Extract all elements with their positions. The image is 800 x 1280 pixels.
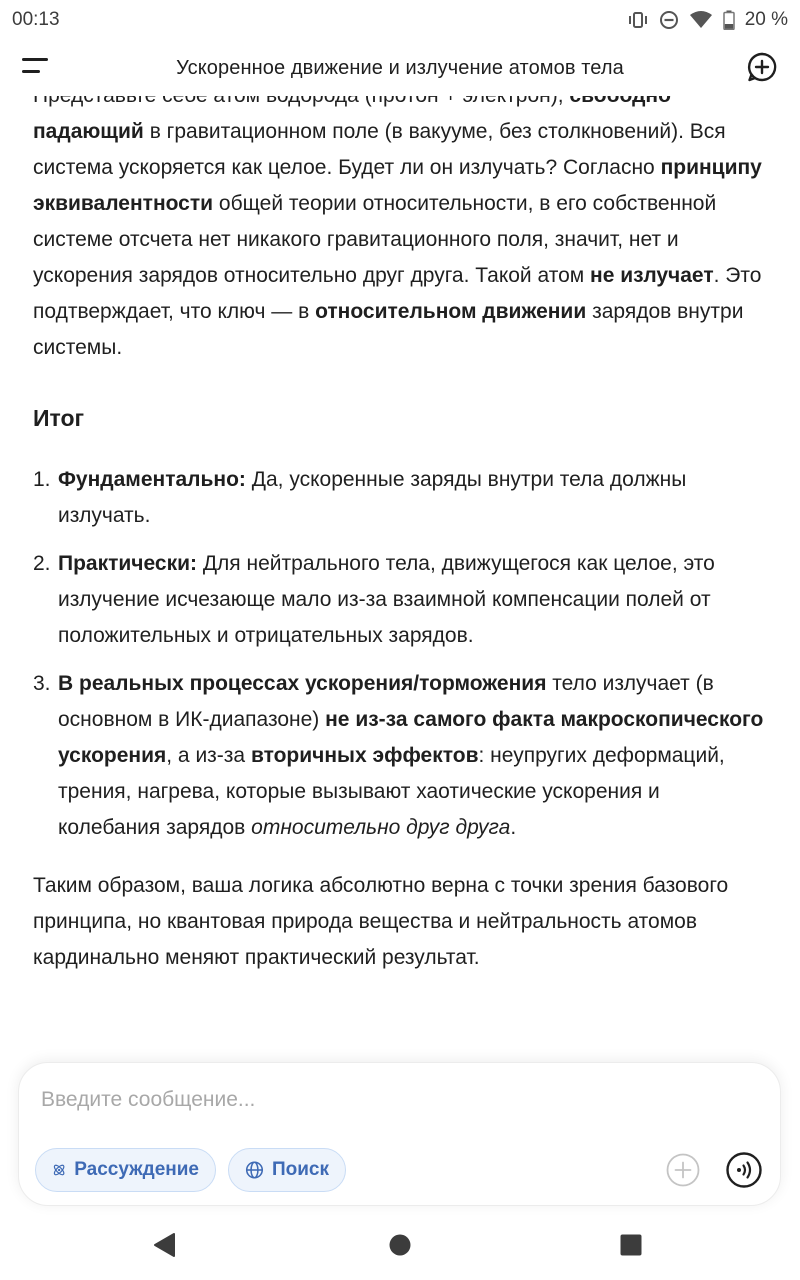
back-triangle-icon [152, 1232, 178, 1258]
status-time: 00:13 [12, 9, 60, 30]
list-item: 2. Практически: Для нейтрального тела, движущегося как целое, это излучение исчезающе мало из-за взаимной компенсации полей от положительных и отрицательных зарядов. [33, 552, 715, 647]
message-composer [18, 1062, 781, 1206]
nav-home-button[interactable] [388, 1232, 412, 1263]
reasoning-toggle[interactable] [35, 1148, 216, 1192]
battery-percent: 20 % [744, 9, 788, 30]
search-label: Поиск [271, 1159, 329, 1180]
atom-icon [52, 1159, 66, 1181]
wifi-icon [689, 10, 713, 30]
plus-icon [666, 1153, 700, 1187]
section-title: Итог [33, 405, 85, 431]
new-chat-icon [746, 51, 778, 83]
menu-button[interactable] [22, 56, 52, 82]
nav-back-button[interactable] [152, 1232, 178, 1263]
battery-icon [723, 10, 735, 30]
voice-button[interactable] [725, 1151, 763, 1189]
summary-list [33, 462, 767, 846]
closing-paragraph: Таким образом, ваша логика абсолютно верна с точки зрения базового принципа, но квантовая природа вещества и нейтральность атомов кардинально меняют практический результат. [33, 874, 729, 969]
new-chat-button[interactable] [746, 51, 778, 83]
app-header [0, 40, 800, 96]
home-circle-icon [388, 1232, 412, 1258]
recents-square-icon [619, 1232, 643, 1258]
system-nav-bar [0, 1212, 800, 1280]
do-not-disturb-icon [659, 10, 679, 30]
search-toggle[interactable] [228, 1148, 346, 1192]
nav-recents-button[interactable] [619, 1232, 643, 1263]
attach-button[interactable] [666, 1153, 700, 1187]
reasoning-label: Рассуждение [74, 1159, 199, 1180]
intro-paragraph: падающий в гравитационном поле (в вакууме, без столкновений). Вся система ускоряется как целое. Будет ли он излучать? Согласно принципу эквивалентности общей теории относительности, в его собственной системе отсчета нет никакого гравитационного поля, значит, нет и ускорения зарядов относительно друг друга. Такой атом не излучает. Это подтверждает, что ключ — в относительном движении зарядов внутри системы. [33, 120, 762, 359]
voice-wave-icon [725, 1151, 763, 1189]
list-item: 1. Фундаментально: Да, ускоренные заряды внутри тела должны излучать. [33, 468, 687, 527]
status-bar [0, 0, 800, 40]
globe-icon [245, 1159, 264, 1181]
message-input[interactable] [41, 1083, 741, 1117]
chat-content[interactable] [0, 78, 800, 1058]
list-item: 3. В реальных процессах ускорения/торможения тело излучает (в основном в ИК-диапазоне) не из-за самого факта макроскопического ускорения, а из-за вторичных эффектов: неупругих деформаций, трения, нагрева, которые вызывают хаотические ускорения и колебания зарядов относительно друг друга. [33, 672, 764, 839]
status-icons [627, 9, 788, 31]
vibrate-icon [627, 10, 649, 30]
page-title: Ускоренное движение и излучение атомов тела [176, 56, 624, 79]
